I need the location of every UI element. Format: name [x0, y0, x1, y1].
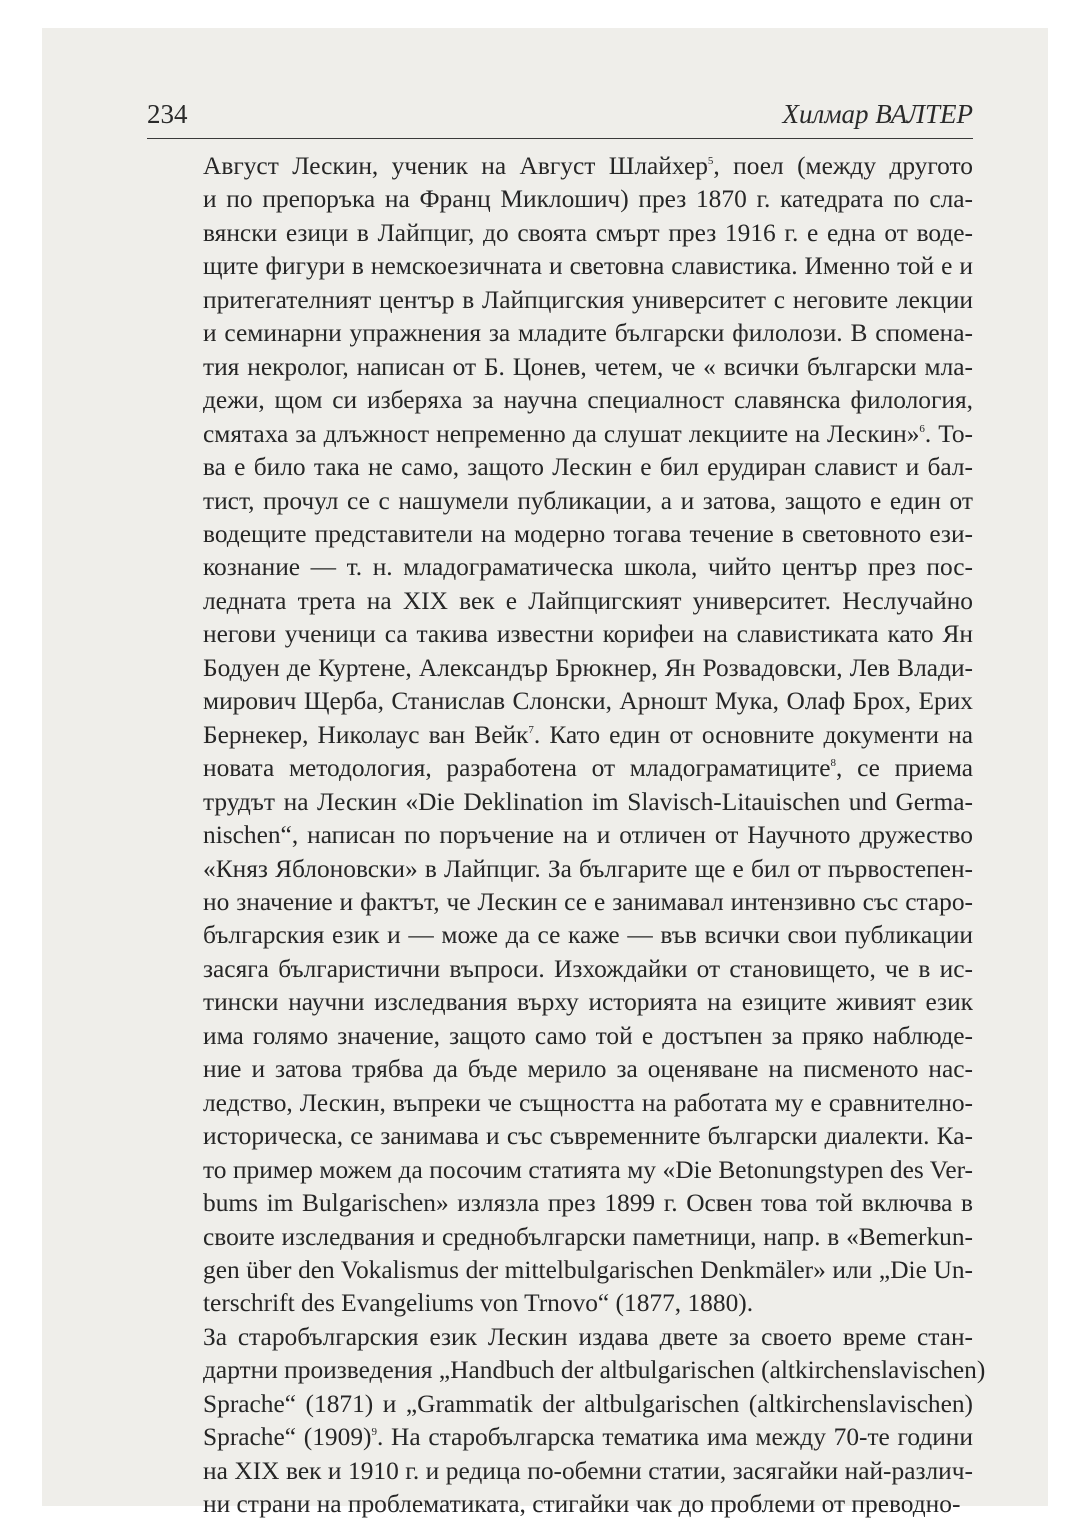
- text-line: [147, 250, 973, 283]
- text-line: [147, 1421, 973, 1454]
- text-line: [147, 1455, 973, 1488]
- text-line: [147, 1120, 973, 1153]
- header-rule: [147, 138, 973, 139]
- text-segment: bums im Bulgarischen» излязла през 1899 г. Освен това той включва в: [203, 1189, 973, 1218]
- text-line: [147, 1221, 973, 1254]
- text-line: [147, 986, 973, 1019]
- text-line: [147, 652, 973, 685]
- text-segment: тист, прочул се с нашумели публикации, а и затова, защото е един от: [203, 486, 973, 515]
- text-line: [147, 585, 973, 618]
- text-line: [147, 1254, 973, 1287]
- text-line: [147, 1087, 973, 1120]
- text-line: [147, 819, 973, 852]
- text-segment: и по препоръка на Франц Миклошич) през 1870 г. катедрата по сла-: [203, 185, 973, 214]
- text-segment: мирович Щерба, Станислав Слонски, Арношт Мука, Олаф Брох, Ерих: [203, 687, 973, 716]
- text-segment: дартни произведения „Handbuch der altbulgarischen (altkirchenslavischen): [203, 1356, 986, 1385]
- text-line: [147, 618, 973, 651]
- text-segment: Бернекер, Николаус ван Вейк: [203, 720, 529, 749]
- text-segment: nischen“, написан по поръчение на и отличен от Научното дружество: [203, 821, 973, 850]
- text-segment: ни страни на проблематиката, стигайки чак до проблеми от преводно-: [203, 1490, 961, 1519]
- text-line: [147, 853, 973, 886]
- text-line: [147, 1020, 973, 1053]
- body-text: [147, 150, 986, 1522]
- text-line: [147, 1321, 973, 1354]
- text-segment: дежи, щом си изберяха за научна специалност славянска филология,: [203, 386, 973, 415]
- text-segment: притегателният център в Лайпцигския университет с неговите лекции: [203, 285, 973, 314]
- footnote-marker: 5: [707, 155, 714, 167]
- text-segment: щите фигури в немскоезичната и световна славистика. Именно той е и: [203, 252, 973, 281]
- page-number: 234: [147, 99, 188, 129]
- text-line: [147, 685, 973, 718]
- text-segment: , се приема: [836, 754, 973, 783]
- text-segment: Бодуен де Куртене, Александър Брюкнер, Ян Розвадовски, Лев Влади-: [203, 653, 973, 682]
- text-segment: кознание — т. н. младограматическа школа, чийто център през пос-: [203, 553, 973, 582]
- text-segment: смятаха за длъжност непременно да слушат лекциите на Лескин»: [203, 419, 920, 448]
- text-segment: тия некролог, написан от Б. Цонев, четем, че « всички български мла-: [203, 352, 973, 381]
- text-segment: водещите представители на модерно тогава течение в световното ези-: [203, 519, 973, 548]
- text-segment: . На старобългарска тематика има между 70-те години: [376, 1423, 973, 1452]
- text-line: [147, 217, 973, 250]
- footnote-marker: 8: [830, 757, 837, 770]
- text-line: [147, 317, 973, 350]
- paragraph: [147, 1321, 986, 1522]
- footnote-marker: 6: [919, 422, 925, 435]
- text-segment: Sprache“ (1871) и „Grammatik der altbulgarischen (altkirchenslavischen): [203, 1389, 973, 1418]
- text-line: [147, 1154, 973, 1187]
- text-line: [147, 150, 973, 183]
- text-segment: ледство, Лескин, въпреки че същността на работата му е сравнително-: [203, 1088, 973, 1117]
- text-segment: . Като един от основните документи на: [533, 720, 973, 749]
- text-line: [147, 886, 973, 919]
- text-segment: то пример можем да посочим статията му «Die Betonungstypen des Ver-: [203, 1155, 973, 1184]
- text-segment: . То-: [924, 419, 973, 448]
- text-line: [147, 786, 973, 819]
- page-header: [147, 96, 973, 136]
- text-segment: засяга българистични въпроси. Изхождайки от становището, че в ис-: [203, 954, 973, 983]
- text-line: [147, 719, 973, 752]
- text-segment: трудът на Лескин «Die Deklination im Slavisch-Litauischen und Germa-: [203, 787, 973, 816]
- text-segment: българския език и — може да се каже — във всички свои публикации: [203, 921, 973, 950]
- text-segment: gen über den Vokalismus der mittelbulgarischen Denkmäler» или „Die Un-: [203, 1255, 973, 1284]
- text-line: [147, 1053, 973, 1086]
- footnote-marker: 9: [371, 1426, 377, 1439]
- text-line: [147, 1187, 973, 1220]
- footnote-marker: 7: [528, 723, 534, 736]
- text-line: [147, 1388, 973, 1421]
- text-segment: ние и затова трябва да бъде мерило за оценяване на писменото нас-: [203, 1055, 973, 1084]
- text-segment: на XIX век и 1910 г. и редица по-обемни статии, засягайки най-различ-: [203, 1456, 973, 1485]
- text-segment: ва е било така не само, защото Лескин е бил ерудиран славист и бал-: [203, 453, 973, 482]
- text-line: [147, 451, 973, 484]
- text-segment: вянски езици в Лайпциг, до своята смърт през 1916 г. е една от водe-: [203, 218, 973, 247]
- text-segment: тински научни изследвания върху историята на езиците живият език: [203, 988, 973, 1017]
- text-line: [147, 551, 973, 584]
- text-segment: историческа, се занимава и със съвременните български диалекти. Ка-: [203, 1122, 973, 1151]
- text-segment: своите изследвания и среднобългарски паметници, напр. в «Bemerkun-: [203, 1222, 973, 1251]
- text-segment: «Княз Яблоновски» в Лайпциг. За българите ще е бил от първостепен-: [203, 854, 973, 883]
- text-segment: новата методология, разработена от младограматиците: [203, 754, 831, 783]
- text-line: [147, 919, 973, 952]
- text-segment: но значение и фактът, че Лескин се е занимавал интензивно със старо-: [203, 887, 973, 916]
- text-segment: Sprache“ (1909): [203, 1423, 372, 1452]
- text-segment: За старобългарския език Лескин издава двете за своето време стан-: [203, 1322, 973, 1351]
- text-line: [147, 1488, 973, 1521]
- text-line: [147, 183, 973, 216]
- text-segment: и семинарни упражнения за младите български филолози. В спомена-: [203, 319, 973, 348]
- running-head-author: Хилмар ВАЛТЕР: [782, 99, 973, 129]
- text-segment: ледната трета на XIX век е Лайпцигският университет. Неслучайно: [203, 586, 973, 615]
- text-segment: , поел (между другото: [713, 152, 973, 180]
- text-line: [147, 518, 973, 551]
- paragraph: [147, 150, 973, 1321]
- text-segment: негови ученици са такива известни корифеи на славистиката като Ян: [203, 620, 973, 649]
- text-line: [147, 953, 973, 986]
- text-line: [147, 1354, 986, 1387]
- text-segment: има голямо значение, защото само той е достъпен за пряко наблюде-: [203, 1021, 973, 1050]
- text-line: [147, 284, 973, 317]
- text-line: [147, 384, 973, 417]
- text-line: [147, 1287, 973, 1320]
- text-line: [147, 418, 973, 451]
- text-segment: Август Лескин, ученик на Август Шлайхер: [203, 152, 708, 180]
- text-line: [147, 485, 973, 518]
- text-segment: terschrift des Evangeliums von Trnovo“ (1877, 1880).: [203, 1289, 754, 1318]
- text-line: [147, 752, 973, 785]
- text-line: [147, 351, 973, 384]
